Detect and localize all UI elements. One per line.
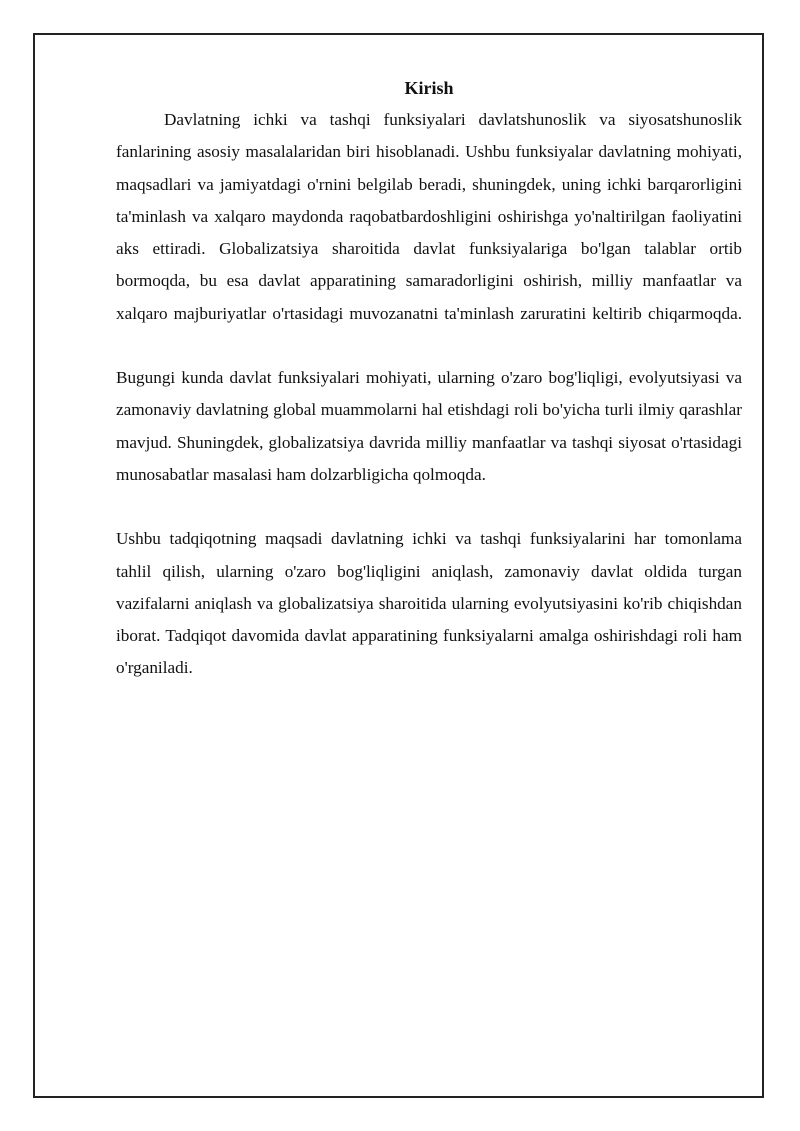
paragraph-1: Davlatning ichki va tashqi funksiyalari davlatshunoslik va siyosatshunoslik fanlarining asosiy masalalaridan biri hisoblanadi. Ushbu funksiyalar davlatning mohiyati, maqsadlari va jamiyatdagi o'rnini belgilab beradi, shuningdek, uning ichki barqarorligini ta'minlash va xalqaro maydonda raqobatbardoshligini oshirishga yo'naltirilgan faoliyatini aks ettiradi. Globalizatsiya sharoitida davlat funksiyalariga bo'lgan talablar ortib bormoqda, bu esa davlat apparatining samaradorligini oshirish, milliy manfaatlar va xalqaro majburiyatlar o'rtasidagi muvozanatni ta'minlash zaruratini keltirib chiqarmoqda. (116, 110, 742, 323)
paragraph-3: Ushbu tadqiqotning maqsadi davlatning ichki va tashqi funksiyalarini har tomonlama tahlil qilish, ularning o'zaro bog'liqligini aniqlash, zamonaviy davlat oldida turgan vazifalarni aniqlash va globalizatsiya sharoitida ularning evolyutsiyasini ko'rib chiqishdan iborat. Tadqiqot davomida davlat apparatining funksiyalarni amalga oshirishdagi roli ham o'rganiladi. (116, 529, 742, 678)
paragraph-2: Bugungi kunda davlat funksiyalari mohiyati, ularning o'zaro bog'liqligi, evolyutsiyasi va zamonaviy davlatning global muammolarni hal etishdagi roli bo'yicha turli ilmiy qarashlar mavjud. Shuningdek, globalizatsiya davrida milliy manfaatlar va tashqi siyosat o'rtasidagi munosabatlar masalasi ham dolzarbligicha qolmoqda. (116, 368, 742, 484)
paragraph-spacer (116, 491, 742, 523)
document-body (116, 74, 742, 685)
document-title: Kirish (404, 78, 454, 98)
paragraph-spacer (116, 330, 742, 362)
